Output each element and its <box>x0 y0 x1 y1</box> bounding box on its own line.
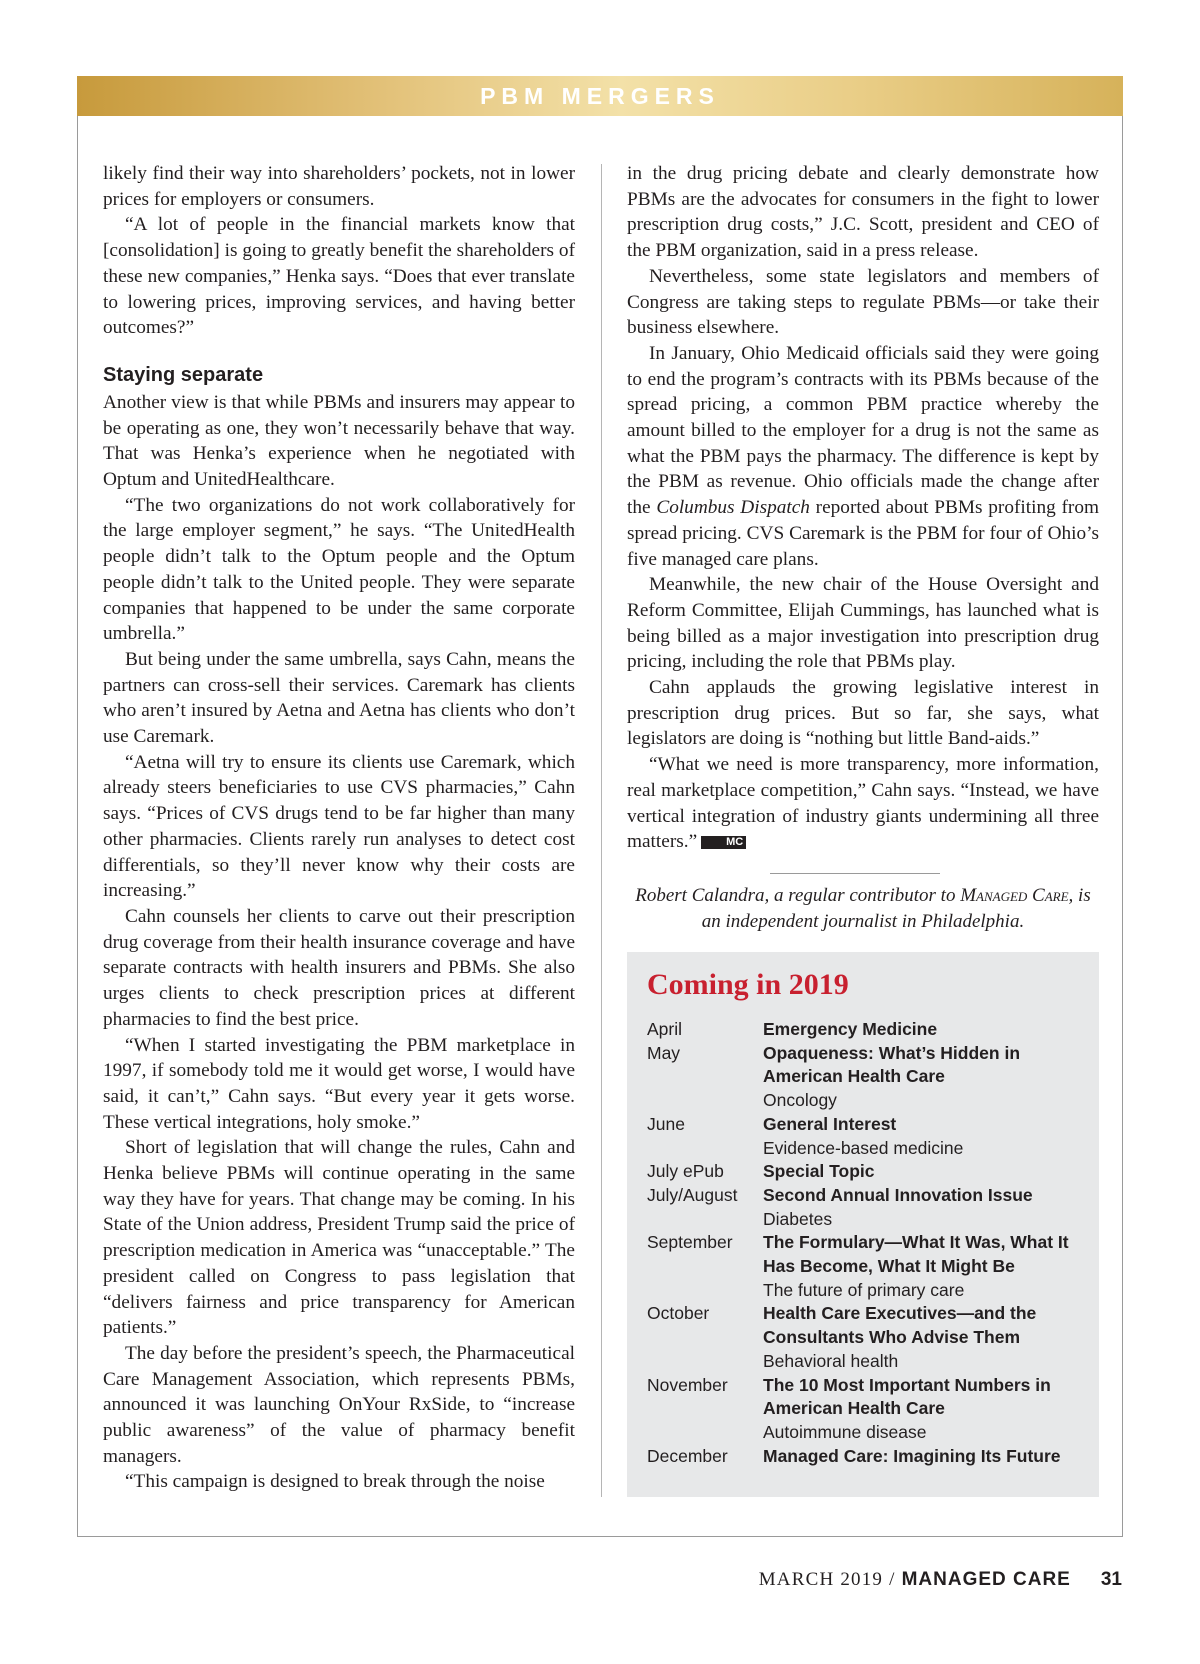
calendar-topic: Opaqueness: What’s Hidden in American Health Care <box>763 1042 1021 1087</box>
calendar-row <box>647 1445 1087 1469</box>
credit-text: Robert Calandra, a regular contributor to <box>635 885 961 906</box>
calendar-subtopic: Evidence-based medicine <box>763 1137 964 1158</box>
calendar-row <box>647 1018 1087 1042</box>
paragraph: “Aetna will try to ensure its clients use Caremark, which already steers beneficiaries to use CVS pharmacies,” Cahn says. “Prices of CVS drugs tend to be far higher than many other pharmacies. Clients rarely run analyses to detect cost differentials, so they’ll never know why their costs are increasing.” <box>103 751 575 902</box>
section-banner <box>77 76 1123 116</box>
calendar-subtopic: Oncology <box>763 1090 837 1111</box>
paragraph: “This campaign is designed to break through the noise <box>125 1471 545 1493</box>
issue-date: MARCH 2019 / <box>758 1569 896 1590</box>
calendar-month: June <box>647 1113 685 1134</box>
calendar-month: July ePub <box>647 1161 724 1182</box>
calendar-topic: The 10 Most Important Numbers in American Health Care <box>763 1374 1051 1419</box>
paragraph: likely find their way into shareholders’ pockets, not in lower prices for employers or consumers. <box>103 163 575 210</box>
calendar-topic: Emergency Medicine <box>763 1019 938 1039</box>
paragraph: But being under the same umbrella, says Cahn, means the partners can cross-sell their services. Caremark has clients who aren’t insured by Aetna and Aetna has clients who don’t use Caremark. <box>103 648 575 748</box>
calendar-subtopic: Autoimmune disease <box>763 1421 927 1442</box>
credit-divider <box>770 873 940 874</box>
calendar-month: October <box>647 1303 710 1324</box>
author-credit <box>627 883 1099 935</box>
paragraph: “When I started investigating the PBM marketplace in 1997, if somebody told me it would get worse, I would have said, it can’t,” Cahn says. “But every year it gets worse. These vertical integrations, holy smoke.” <box>103 1034 575 1133</box>
paragraph-text: “What we need is more transparency, more information, real marketplace competition,” Cahn says. “Instead, we have vertical integration of industry giants undermining all three matters.” <box>627 754 1099 853</box>
calendar-row <box>647 1042 1087 1113</box>
calendar-topic: Managed Care: Imagining Its Future <box>763 1445 1061 1466</box>
left-column <box>103 161 575 1495</box>
credit-text: , is an independent journalist in Philadelphia. <box>701 885 1091 932</box>
magazine-name: MANAGED CARE <box>901 1569 1071 1590</box>
calendar-topic: The Formulary—What It Was, What It Has Become, What It Might Be <box>763 1232 1069 1277</box>
paragraph: in the drug pricing debate and clearly demonstrate how PBMs are the advocates for consumers in the fight to lower prescription drug costs,” J.C. Scott, president and CEO of the PBM organization, said in a press release. <box>627 163 1099 262</box>
calendar-month: May <box>647 1042 681 1063</box>
calendar-month: July/August <box>647 1184 738 1205</box>
calendar-row <box>647 1160 1087 1184</box>
page-number: 31 <box>1100 1569 1122 1590</box>
calendar-topic: Second Annual Innovation Issue <box>763 1184 1033 1205</box>
calendar-month: November <box>647 1374 728 1395</box>
paragraph: “A lot of people in the financial markets know that [consolidation] is going to greatly benefit the shareholders of these new companies,” Henka says. “Does that ever translate to lowering prices, improving services, and having better outcomes?” <box>103 214 575 339</box>
calendar-month: December <box>647 1445 728 1466</box>
calendar-topic: Health Care Executives—and the Consultants Who Advise Them <box>763 1303 1037 1348</box>
paragraph-text: In January, Ohio Medicaid officials said they were going to end the program’s contracts with its PBMs because of the spread pricing, a common PBM practice whereby the amount billed to the employer for a drug is not the same as what the PBM pays the pharmacy. The difference is kept by the PBM as revenue. Ohio officials made the change after the <box>627 342 1099 519</box>
paragraph-text: reported about PBMs profiting from spread pricing. CVS Caremark is the PBM for four of Ohio’s five managed care plans. <box>627 497 1099 570</box>
right-column <box>627 161 1099 855</box>
calendar-row <box>647 1302 1087 1373</box>
calendar-row <box>647 1231 1087 1302</box>
calendar-subtopic: Behavioral health <box>763 1350 899 1371</box>
editorial-calendar-box <box>627 952 1099 1497</box>
page-footer <box>759 1569 1122 1591</box>
calendar-month: April <box>647 1019 683 1039</box>
paragraph: Short of legislation that will change the rules, Cahn and Henka believe PBMs will continue operating in the same way they have for years. That change may be coming. In his State of the Union address, President Trump said the price of prescription medication in America was “unacceptable.” The president called on Congress to pass legislation that “delivers fairness and price transparency for American patients.” <box>103 1137 575 1339</box>
paragraph: “The two organizations do not work collaboratively for the large employer segment,” he says. “The UnitedHealth people didn’t talk to the Optum people and the Optum people didn’t talk to the United people. They were separate companies that happened to be under the same corporate umbrella.” <box>103 494 575 645</box>
magazine-name: Managed Care <box>960 885 1069 906</box>
subheading: Staying separate <box>103 363 264 386</box>
calendar-list <box>647 1018 1087 1468</box>
calendar-topic: General Interest <box>763 1113 897 1134</box>
paragraph: Cahn counsels her clients to carve out their prescription drug coverage from their health insurance coverage and have separate contracts with health insurers and PBMs. She also urges clients to check prescription prices at different pharmacies to find the best price. <box>103 905 575 1030</box>
paragraph: Meanwhile, the new chair of the House Oversight and Reform Committee, Elijah Cummings, has launched what is being billed as a major investigation into prescription drug pricing, including the role that PBMs play. <box>627 574 1099 673</box>
calendar-row <box>647 1184 1087 1231</box>
calendar-row <box>647 1113 1087 1160</box>
publication-name: Columbus Dispatch <box>656 497 810 519</box>
calendar-title: Coming in 2019 <box>647 968 849 1001</box>
paragraph <box>627 341 1099 572</box>
paragraph: Another view is that while PBMs and insurers may appear to be operating as one, they won’t necessarily behave that way. That was Henka’s experience when he negotiated with Optum and UnitedHealthcare. <box>103 391 575 491</box>
calendar-subtopic: The future of primary care <box>763 1279 965 1300</box>
paragraph: Cahn applauds the growing legislative interest in prescription drug prices. But so far, she says, what legislators are doing is “nothing but little Band-aids.” <box>627 677 1099 750</box>
paragraph: The day before the president’s speech, the Pharmaceutical Care Management Association, which represents PBMs, announced it was launching OnYour RxSide, to “increase public awareness” of the value of pharmacy benefit managers. <box>103 1342 575 1467</box>
calendar-row <box>647 1374 1087 1445</box>
column-divider <box>601 164 602 1497</box>
calendar-month: September <box>647 1232 733 1253</box>
section-title: PBM MERGERS <box>480 82 720 109</box>
calendar-subtopic: Diabetes <box>763 1208 833 1229</box>
paragraph <box>627 752 1099 855</box>
calendar-topic: Special Topic <box>763 1161 875 1182</box>
end-mark-icon: MC <box>701 836 746 849</box>
paragraph: Nevertheless, some state legislators and members of Congress are taking steps to regulate PBMs—or take their business elsewhere. <box>627 265 1099 339</box>
